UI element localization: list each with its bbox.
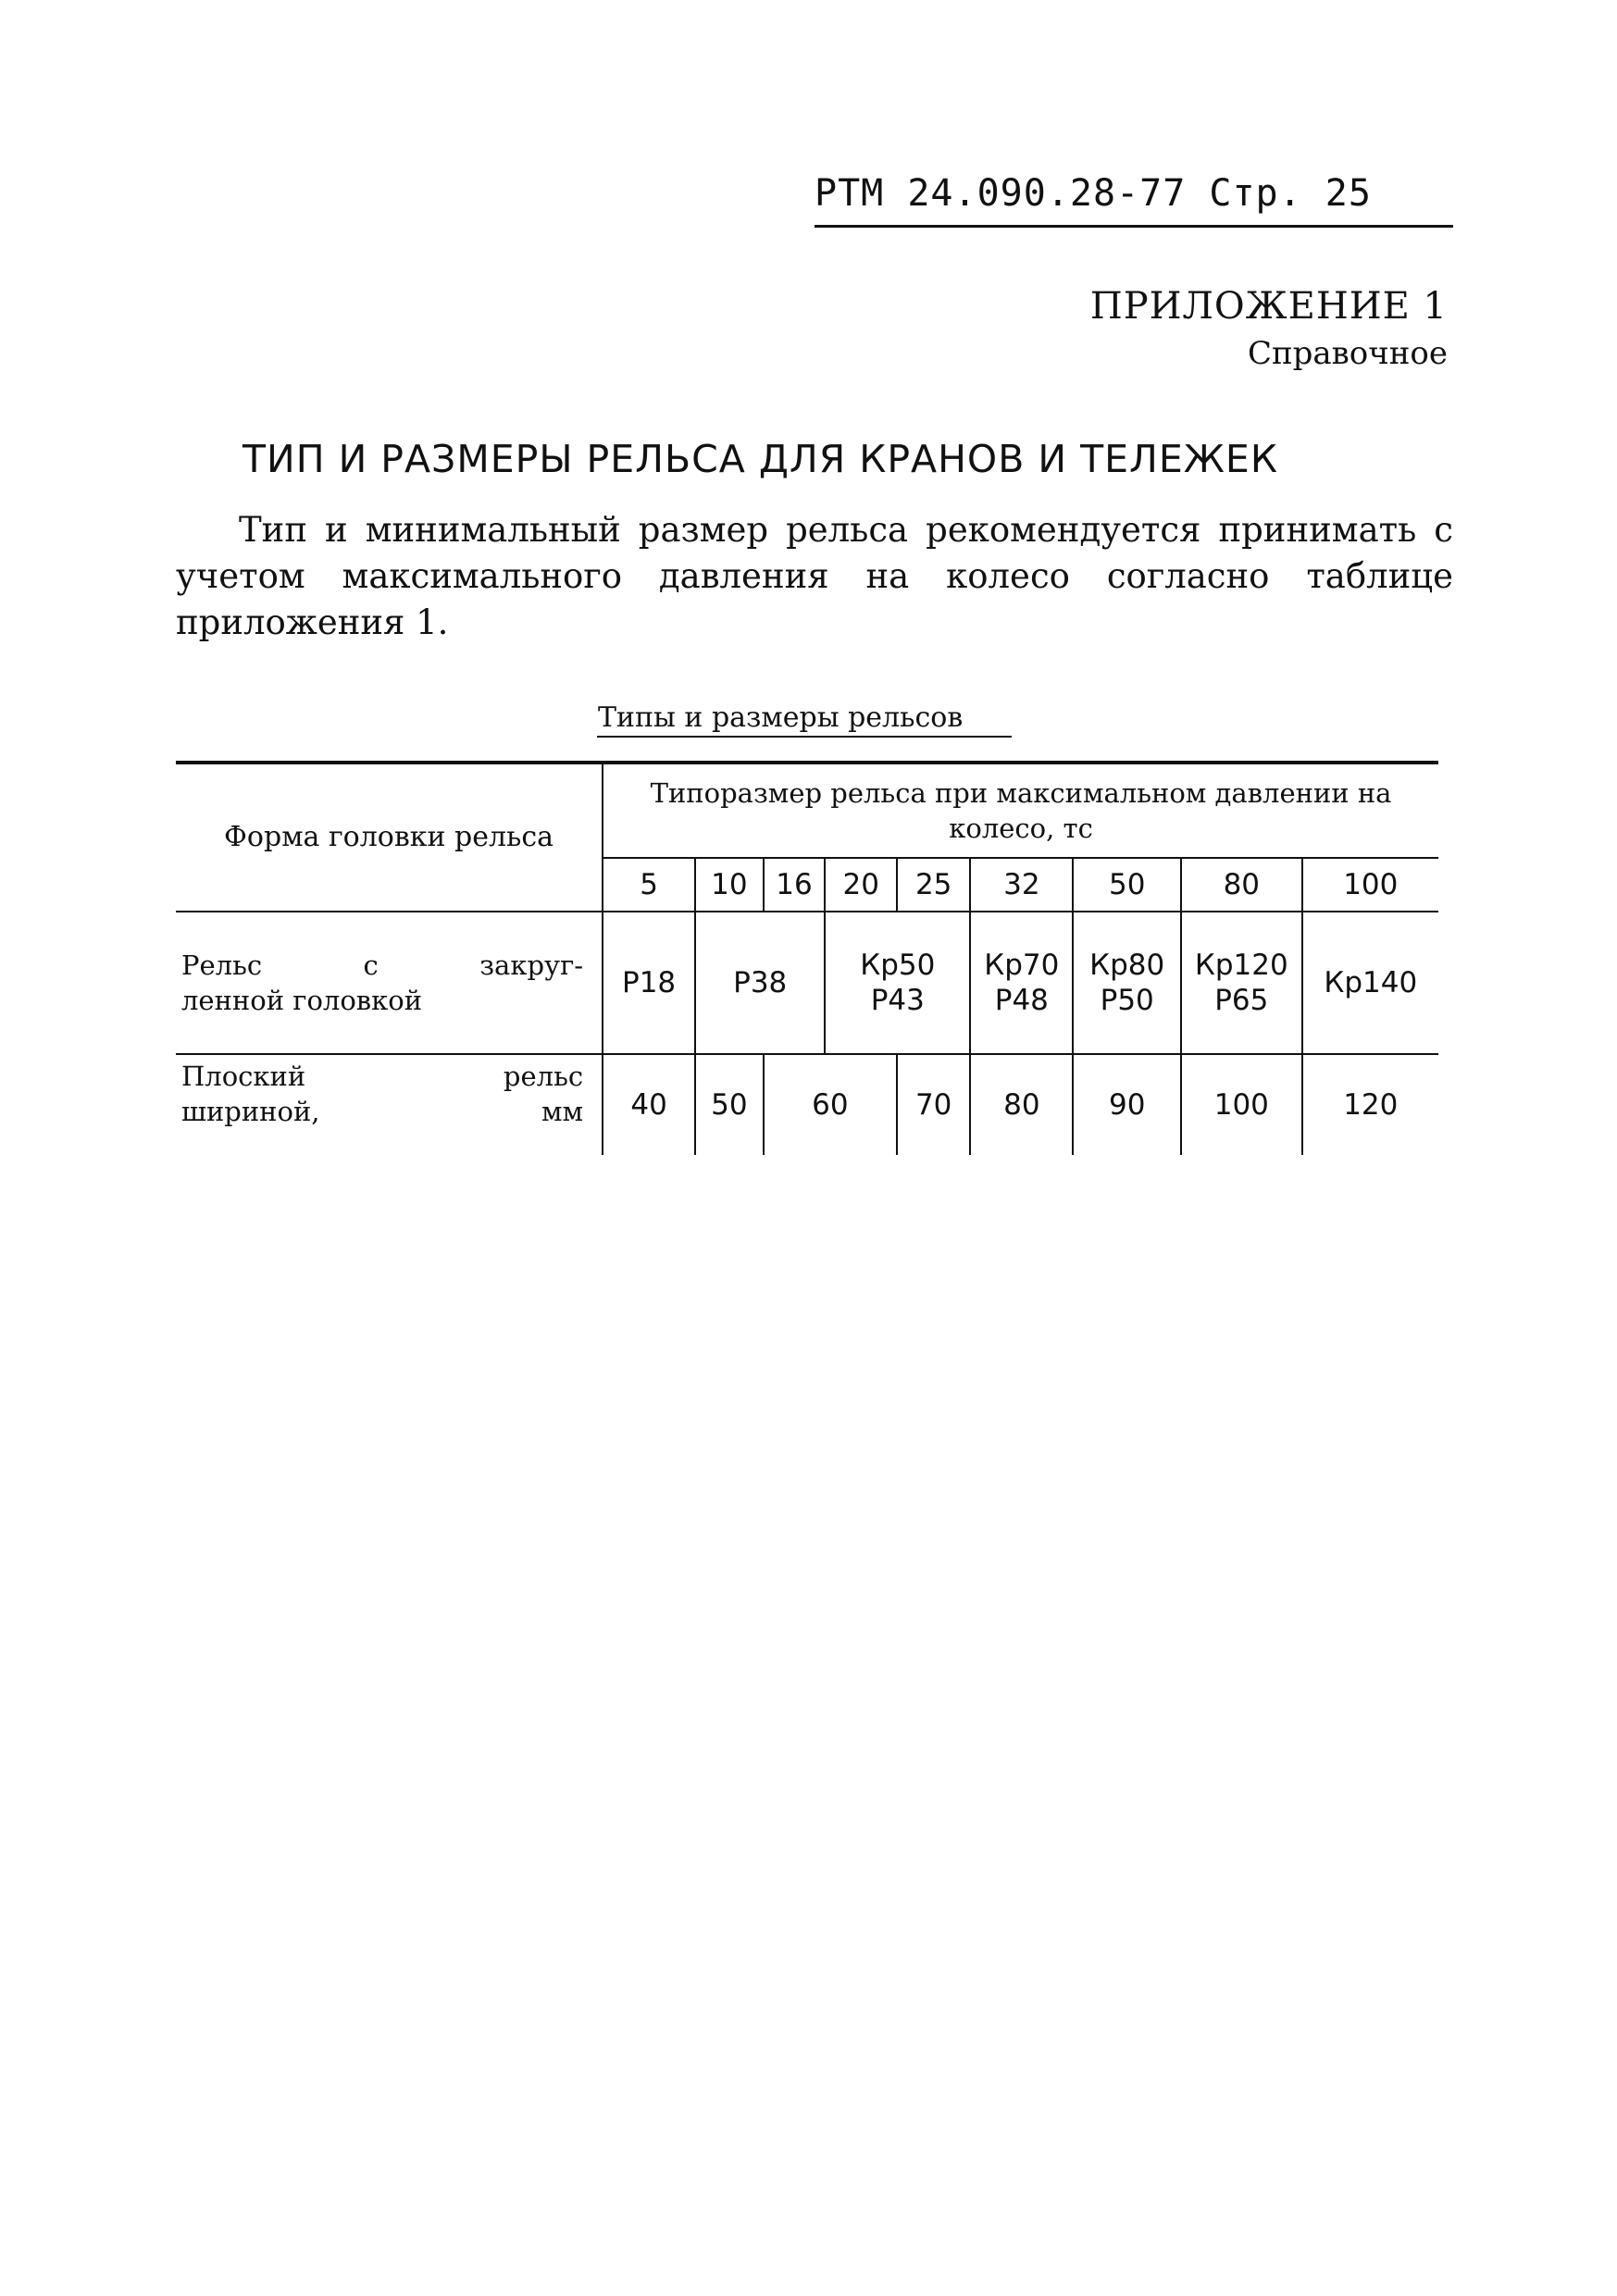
rail-type-cell (603, 912, 695, 1054)
pressure-cell: 20 (825, 858, 897, 912)
rail-type: Р18 (622, 966, 677, 999)
rail-type-cell (695, 912, 825, 1054)
rail-type: Р43 (870, 984, 925, 1017)
appendix-label: ПРИЛОЖЕНИЕ 1 (1089, 285, 1448, 328)
rail-type: Р65 (1214, 984, 1269, 1017)
pressure-cell: 32 (970, 858, 1073, 912)
pressure-cell: 10 (695, 858, 764, 912)
table-caption: Типы и размеры рельсов (598, 701, 964, 734)
flat-rail-row (176, 1054, 1438, 1155)
rail-size-table (176, 761, 1438, 1155)
rail-type: Р50 (1100, 984, 1154, 1017)
pressure-cell: 50 (1073, 858, 1181, 912)
rail-type: Кр70 (984, 949, 1060, 982)
row-label-line: Плоский рельс (181, 1061, 584, 1092)
rail-width-cell: 120 (1302, 1054, 1438, 1155)
stub-header-text: Форма головки рельса (224, 821, 554, 853)
pressure-cell: 5 (603, 858, 695, 912)
rail-type-cell (825, 912, 970, 1054)
table-caption-underline (597, 736, 1012, 738)
rail-width-cell: 50 (695, 1054, 764, 1155)
rail-type-cell (1181, 912, 1302, 1054)
intro-paragraph: Тип и минимальный размер рельса рекомендуется принимать с учетом максимального давления на колесо согласно таблице приложения 1. (176, 510, 1453, 642)
row-label-line: шириной, мм (181, 1096, 584, 1127)
pressure-cell: 16 (764, 858, 826, 912)
rail-type-cell (970, 912, 1073, 1054)
rail-type: Кр140 (1324, 966, 1418, 999)
pressure-cell: 100 (1302, 858, 1438, 912)
rail-width-cell: 70 (897, 1054, 970, 1155)
rail-type: Кр80 (1089, 949, 1165, 982)
row-label-line: Рельс с закруг- (181, 949, 584, 981)
page-title: ТИП И РАЗМЕРЫ РЕЛЬСА ДЛЯ КРАНОВ И ТЕЛЕЖЕК (243, 437, 1278, 481)
row-label-rounded (176, 912, 603, 1054)
rail-type-cell (1302, 912, 1438, 1054)
rail-width-cell: 40 (603, 1054, 695, 1155)
rail-width-cell: 80 (970, 1054, 1073, 1155)
rail-width-cell: 60 (764, 1054, 897, 1155)
rail-type: Р48 (994, 984, 1049, 1017)
rail-width-cell: 100 (1181, 1054, 1302, 1155)
row-label-line: ленной головкой (181, 985, 423, 1016)
row-label-flat (176, 1054, 603, 1155)
document-code: РТМ 24.090.28-77 Стр. 25 (815, 172, 1372, 215)
header-underline (815, 225, 1453, 228)
table-header-row (176, 763, 1438, 858)
pressure-cell: 25 (897, 858, 970, 912)
rail-width-cell: 90 (1073, 1054, 1181, 1155)
rail-type-cell (1073, 912, 1181, 1054)
rail-type: Р38 (733, 966, 788, 999)
rounded-head-row (176, 912, 1438, 1054)
appendix-type: Справочное (1247, 335, 1448, 372)
rail-type: Кр50 (860, 949, 936, 982)
rail-type: Кр120 (1194, 949, 1288, 982)
stub-header (176, 763, 603, 912)
pressure-cell: 80 (1181, 858, 1302, 912)
group-header: Типоразмер рельса при максимальном давлении на колесо, тс (603, 763, 1438, 858)
